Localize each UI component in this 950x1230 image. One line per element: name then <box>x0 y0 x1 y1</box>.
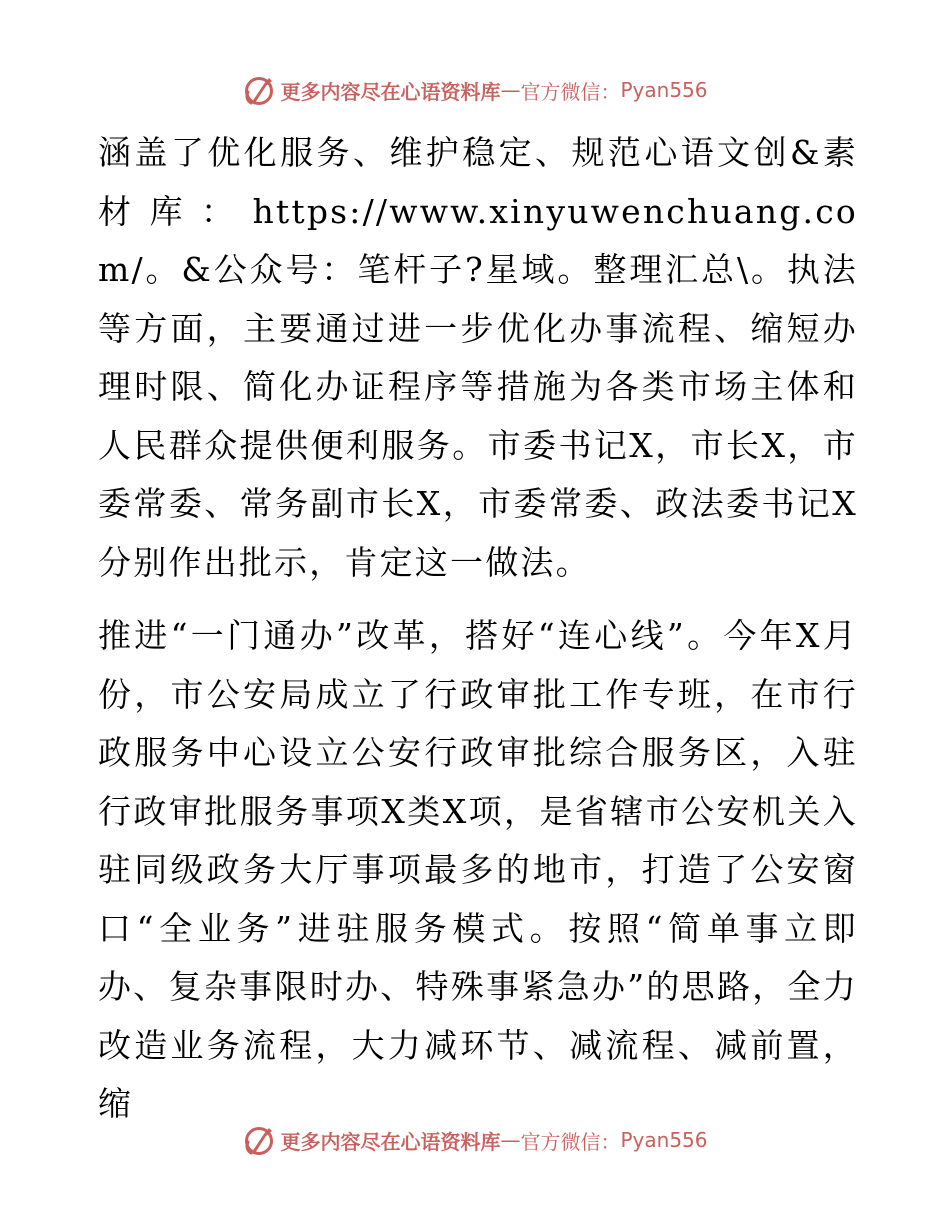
header-banner-separator: — <box>500 78 521 102</box>
pen-nib-logo-icon <box>242 1122 278 1158</box>
footer-banner <box>0 1120 950 1160</box>
footer-banner-separator: — <box>500 1128 521 1152</box>
header-banner-text: 更多内容尽在心语资料库 <box>280 79 501 104</box>
paragraph-2: 推进“一门通办”改革，搭好“连心线”。今年X月份，市公安局成立了行政审批工作专班，在市行政服务中心设立公安行政审批综合服务区，入驻行政审批服务事项X类X项，是省辖市公安机关入驻同级政务大厅事项最多的地市，打造了公安窗口“全业务”进驻服务模式。按照“简单事立即办、复杂事限时办、特殊事紧急办”的思路，全力改造业务流程，大力减环节、减流程、减前置，缩 <box>98 616 858 1123</box>
paragraph-1: 涵盖了优化服务、维护稳定、规范心语文创&素材库：https://www.xinyuwenchuang.com/。&公众号：笔杆子?星域。整理汇总\。执法等方面，主要通过进一步优化办事流程、缩短办理时限、简化办证程序等措施为各类市场主体和人民群众提供便利服务。市委书记X，市长X，市委常委、常务副市长X，市委常委、政法委书记X分别作出批示，肯定这一做法。 <box>98 133 858 582</box>
pen-nib-logo-icon <box>242 72 278 108</box>
header-wechat-id: Pyan556 <box>620 78 708 102</box>
header-banner <box>0 70 950 110</box>
footer-wechat-id: Pyan556 <box>620 1128 708 1152</box>
document-body <box>98 124 858 1134</box>
header-wechat-label: 官方微信： <box>520 79 621 104</box>
footer-wechat-label: 官方微信： <box>520 1129 621 1154</box>
footer-banner-text: 更多内容尽在心语资料库 <box>280 1129 501 1154</box>
